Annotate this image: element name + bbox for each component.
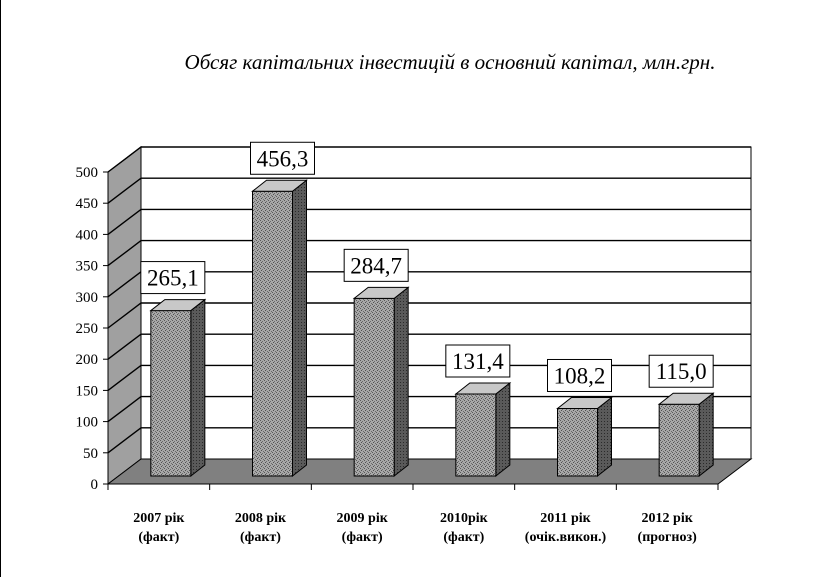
y-tick-label: 0 [90, 477, 98, 493]
y-tick-label: 200 [75, 352, 98, 369]
x-tick-label: 2011 рік [540, 511, 591, 526]
bar-front-face [151, 311, 191, 476]
bar-side-face [699, 393, 713, 476]
bar [558, 397, 612, 476]
x-tick-label: 2009 рік [336, 511, 388, 526]
y-tick-label: 400 [75, 227, 98, 244]
data-label: 284,7 [350, 253, 403, 279]
y-tick-label: 100 [75, 414, 98, 431]
x-tick-label: 2008 рік [234, 511, 287, 526]
data-label: 456,3 [256, 146, 309, 172]
bar-side-face [191, 300, 205, 476]
y-tick-label: 50 [83, 445, 98, 462]
y-tick-label: 250 [75, 321, 98, 337]
x-tick-label: (прогноз) [637, 530, 697, 545]
data-label: 131,4 [451, 349, 504, 375]
bar [151, 300, 205, 476]
bar-side-face [598, 397, 612, 476]
bar-side-face [394, 287, 408, 476]
bar [253, 180, 307, 476]
y-tick-label: 450 [75, 196, 98, 213]
bar [354, 287, 408, 476]
y-tick-label: 350 [75, 258, 98, 275]
bar [456, 383, 510, 476]
bar-front-face [456, 394, 496, 476]
bar-side-face [293, 180, 307, 476]
bar-front-face [354, 298, 394, 476]
data-label: 108,2 [553, 363, 606, 389]
x-tick-label: (факт) [240, 530, 281, 545]
bar-side-face [496, 383, 510, 476]
x-tick-label: (факт) [138, 530, 180, 545]
chart-title: Обсяг капітальних інвестицій в основний капітал, млн.грн. [184, 50, 716, 74]
x-tick-label: (очік.викон.) [524, 530, 607, 545]
data-label: 115,0 [655, 359, 707, 385]
x-tick-label: 2012 рік [641, 511, 693, 526]
y-tick-label: 150 [75, 383, 98, 400]
bar-front-face [558, 408, 598, 476]
y-tick-label: 300 [75, 289, 98, 306]
x-tick-label: 2010рік [439, 511, 488, 526]
data-label: 265,1 [146, 265, 199, 291]
bar-front-face [659, 404, 699, 476]
x-tick-label: (факт) [341, 530, 383, 545]
bar-front-face [253, 191, 293, 476]
x-tick-label: 2007 рік [133, 511, 185, 526]
y-tick-label: 500 [75, 165, 98, 181]
x-tick-label: (факт) [443, 530, 485, 545]
bar [659, 393, 713, 476]
